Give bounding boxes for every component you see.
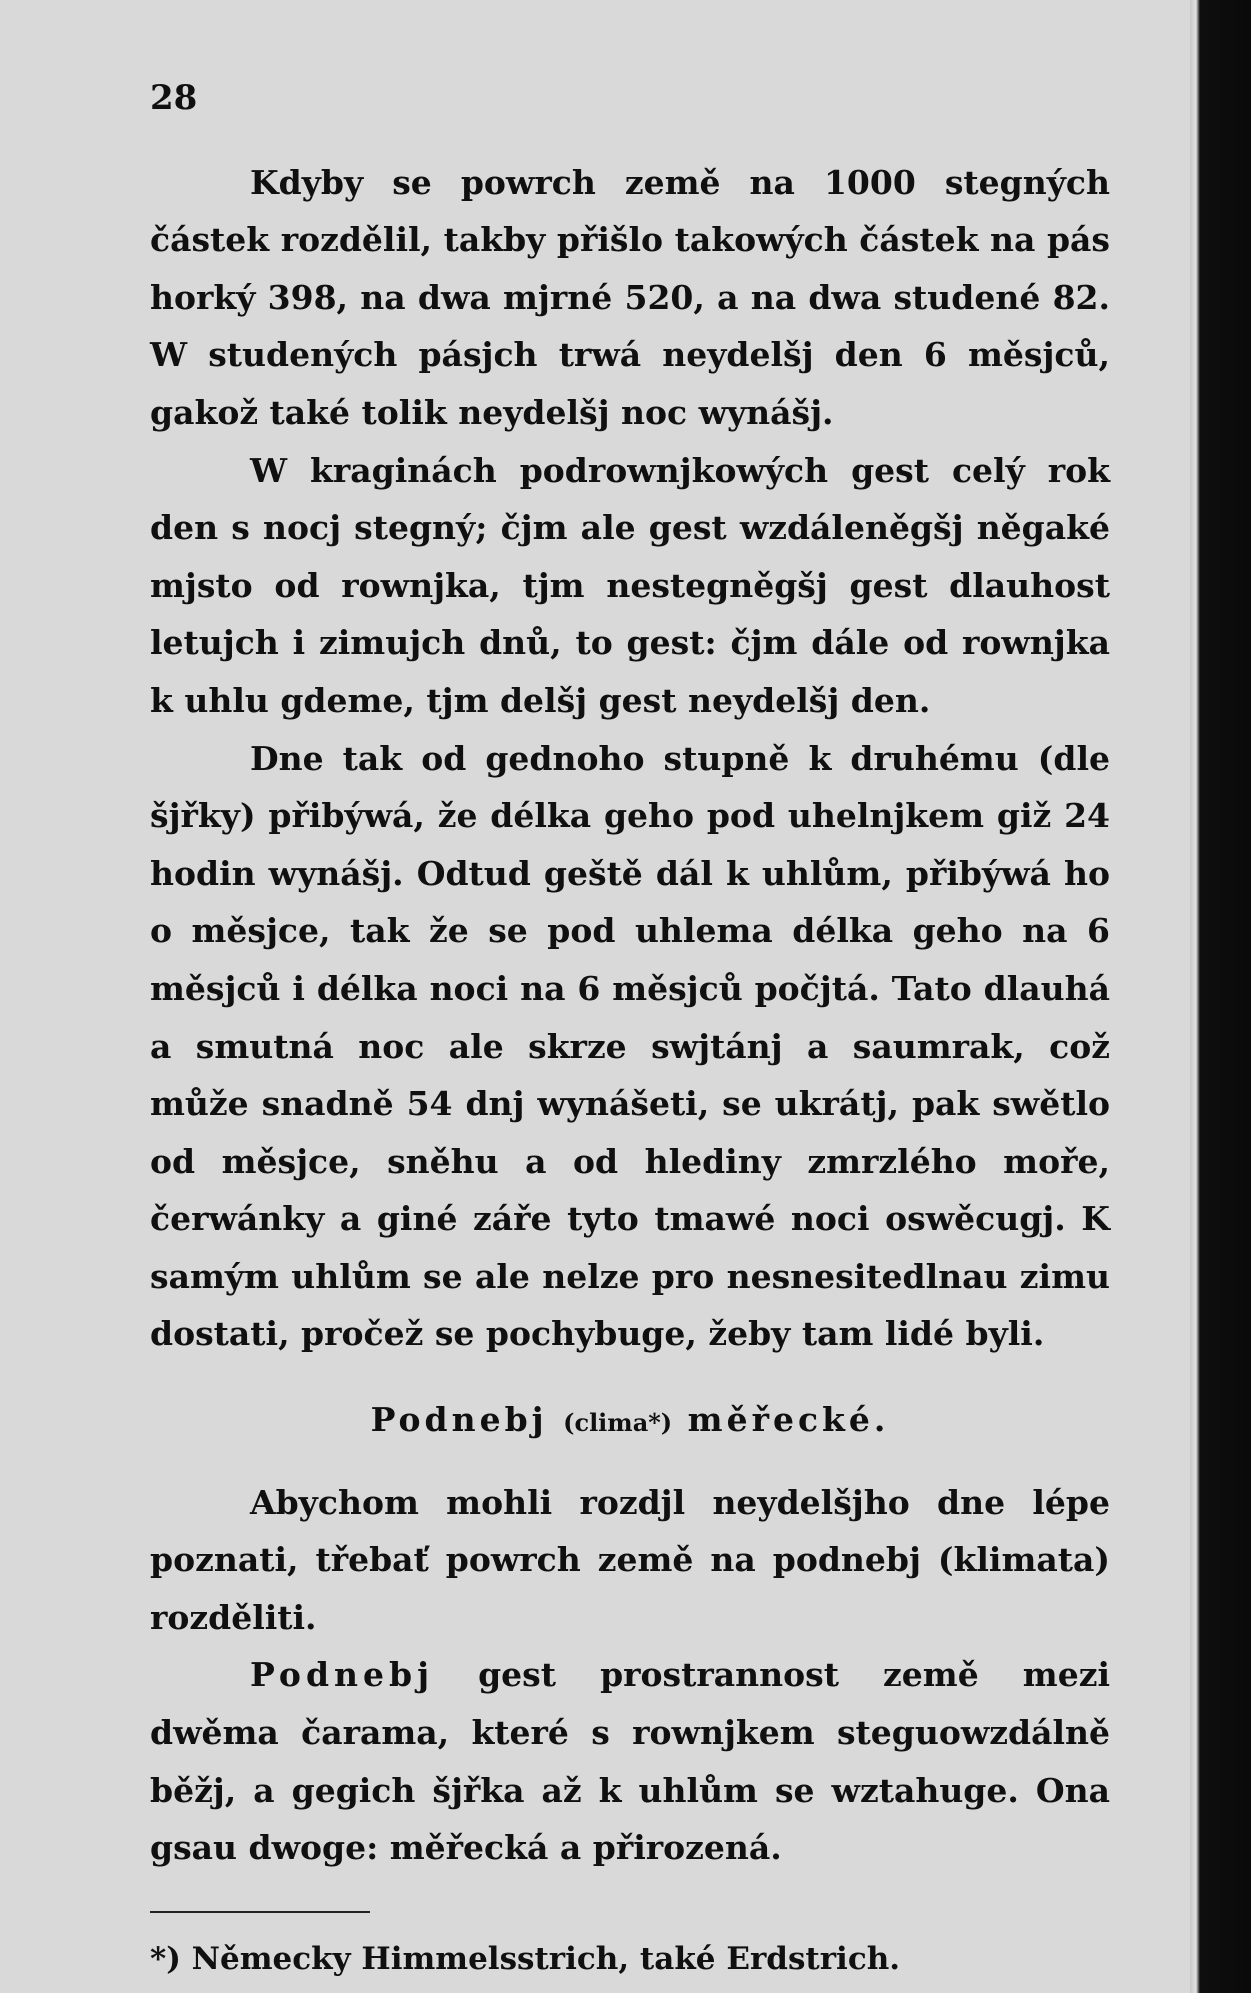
term-podnebi: Podnebj [250, 1655, 435, 1695]
paragraph-1: Kdyby se powrch země na 1000 stegných částek rozdělil, takby přišlo takowých částek na pás horký 398, na dwa mjrné 520, a na dwa studené 82. W studených pásjch trwá neydelšj den 6 měsjců, gakož také tolik neydelšj noc wynášj. [150, 162, 1110, 432]
paragraph-3: Dne tak od gednoho stupně k druhému (dle šjřky) přibýwá, že délka geho pod uhelnjkem giž 24 hodin wynášj. Odtud geště dál k uhlům, přibýwá ho o měsjce, tak že se pod uhlema délka geho na 6 měsjců i délka noci na 6 měsjců počjtá. Tato dlauhá a smutná noc ale skrze swjtánj a saumrak, což může snadně 54 dnj wynášeti, se ukrátj, pak swětlo od měsjce, sněhu a od hlediny zmrzlého moře, čerwánky a giné záře tyto tmawé noci oswěcugj. K samým uhlům se ale nelze pro nesnesitedlnau zimu dostati, pročež se pochybuge, žeby tam lidé byli. [150, 738, 1110, 1354]
paragraph-2: W kraginách podrownjkowých gest celý rok den s nocj stegný; čjm ale gest wzdáleněgšj něgaké mjsto od rownjka, tjm nestegněgšj gest dlauhost letujch i zimujch dnů, to gest: čjm dále od rownjka k uhlu gdeme, tjm delšj gest neydelšj den. [150, 450, 1110, 720]
paragraph-5 [150, 1646, 1110, 1876]
footnote: *) Německy Himmelsstrich, také Erdstrich. [150, 1940, 901, 1977]
page-text [150, 70, 1110, 1988]
section-heading [150, 1391, 1110, 1452]
heading-main: Podnebj [370, 1400, 548, 1440]
page-number: 28 [150, 78, 198, 118]
page-edge-shadow [1190, 0, 1251, 1993]
heading-suffix: měřecké. [687, 1400, 890, 1440]
paragraph-4: Abychom mohli rozdjl neydelšjho dne lépe poznati, třebať powrch země na podnebj (klimata) rozděliti. [150, 1482, 1110, 1637]
heading-parenthetical: (clima*) [563, 1408, 673, 1438]
paragraph-5-rest: gest prostrannost země mezi dwěma čarama, které s rownjkem steguowzdálně běžj, a gegich šjřka až k uhlům se wztahuge. Ona gsau dwoge: měřecká a přirozená. [150, 1655, 1110, 1868]
footnote-divider [150, 1911, 370, 1913]
